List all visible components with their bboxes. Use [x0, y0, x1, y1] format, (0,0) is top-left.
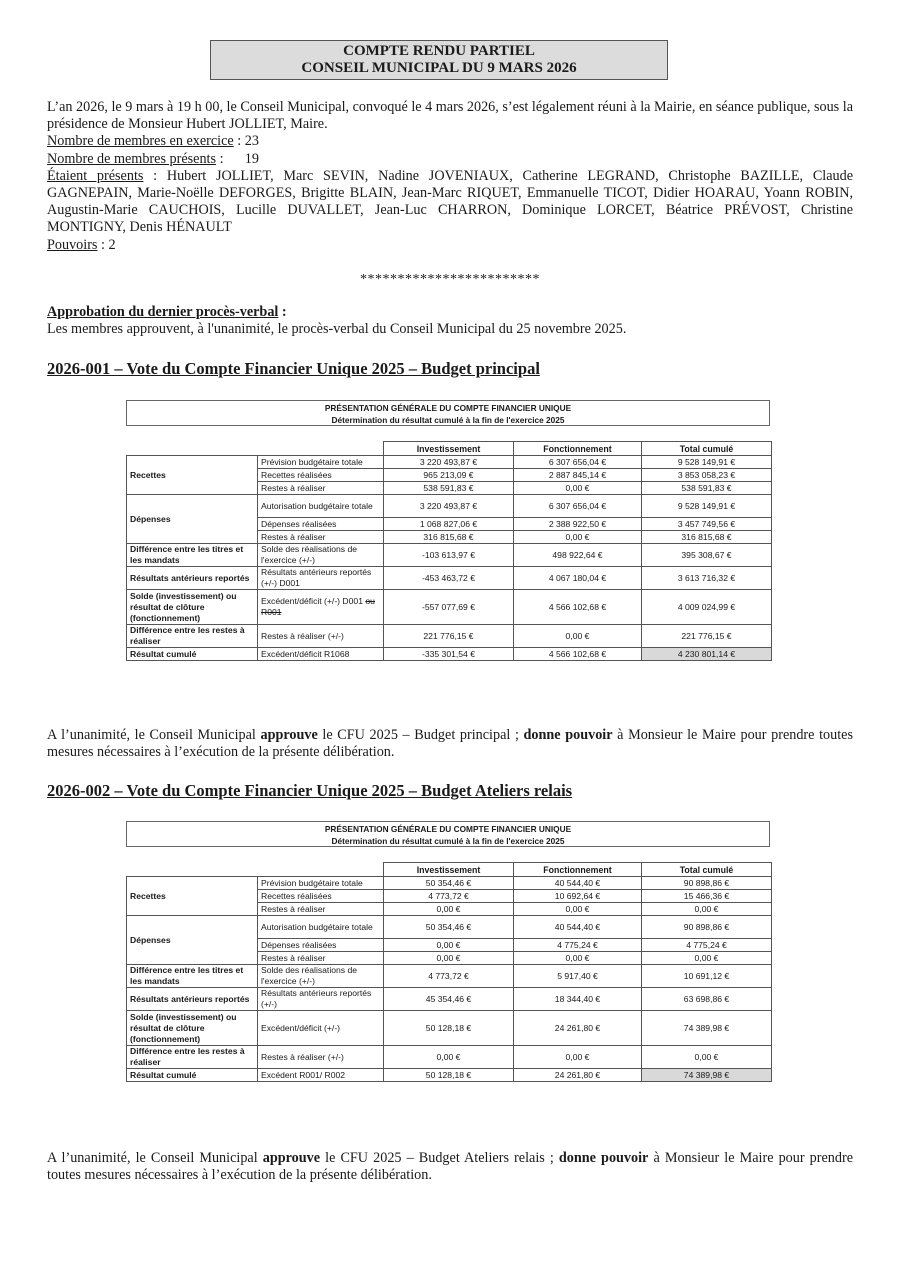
- separator: ************************: [360, 272, 540, 287]
- attendees-list: : Hubert JOLLIET, Marc SEVIN, Nadine JOVENIAUX, Catherine LEGRAND, Christophe BAZILLE, Claude GAGNEPAIN, Marie-Noëlle DEFORGES, Brigitte BLAIN, Jean-Marc RIQUET, Emmanuelle TICOT, Didier HOARAU, Yoann ROBIN, Augustin-Marie CAUCHOIS, Lucille DUVALLET, Jean-Luc CHARRON, Dominique LORCET, Béatrice PRÉVOST, Christine MONTIGNY, Denis HÉNAULT: [47, 167, 854, 236]
- value-cell: 0,00 €: [384, 939, 514, 952]
- value-cell: 316 815,68 €: [642, 531, 772, 544]
- value-cell: 0,00 €: [514, 625, 642, 648]
- table-header-row: [127, 863, 772, 877]
- value-cell: 24 261,80 €: [514, 1011, 642, 1046]
- value-cell: 18 344,40 €: [514, 988, 642, 1011]
- decision-approve: approuve: [260, 727, 318, 743]
- table-row: [127, 916, 772, 939]
- row-group-label: Résultats antérieurs reportés: [127, 567, 258, 590]
- row-label-text: Restes à réaliser (+/-): [261, 630, 344, 641]
- title-line-1: COMPTE RENDU PARTIEL: [343, 43, 535, 59]
- value-cell: 0,00 €: [514, 903, 642, 916]
- row-label: [258, 939, 384, 952]
- row-label-text: Restes à réaliser (+/-): [261, 1051, 344, 1062]
- column-header: Total cumulé: [642, 442, 772, 456]
- row-label: [258, 890, 384, 903]
- value-cell: 0,00 €: [514, 1046, 642, 1069]
- value-cell: 9 528 149,91 €: [642, 495, 772, 518]
- value-cell: 0,00 €: [514, 482, 642, 495]
- value-cell: 4 775,24 €: [642, 939, 772, 952]
- present-value: : 19: [216, 150, 259, 167]
- deliberation-2-heading: 2026-002 – Vote du Compte Financier Unique 2025 – Budget Ateliers relais: [47, 781, 573, 800]
- row-label-text: Autorisation budgétaire totale: [261, 921, 373, 932]
- row-label: [258, 916, 384, 939]
- row-label-text: Recettes réalisées: [261, 890, 332, 901]
- blank-cell: [127, 863, 384, 877]
- deliberation-1-heading: 2026-001 – Vote du Compte Financier Unique 2025 – Budget principal: [47, 359, 540, 378]
- row-label: [258, 1011, 384, 1046]
- column-header: Fonctionnement: [514, 863, 642, 877]
- column-header: Investissement: [384, 442, 514, 456]
- value-cell: 24 261,80 €: [514, 1069, 642, 1082]
- value-cell: -557 077,69 €: [384, 590, 514, 625]
- column-header: Fonctionnement: [514, 442, 642, 456]
- row-label-text: Résultats antérieurs reportés (+/-) D001: [261, 567, 372, 588]
- title-line-2: CONSEIL MUNICIPAL DU 9 MARS 2026: [301, 60, 577, 76]
- value-cell: 63 698,86 €: [642, 988, 772, 1011]
- row-label: [258, 531, 384, 544]
- value-cell: 0,00 €: [384, 903, 514, 916]
- row-label: [258, 648, 384, 661]
- table-title: [126, 821, 770, 847]
- document-title-box: [210, 40, 668, 80]
- value-cell: 4 230 801,14 €: [642, 648, 772, 661]
- value-cell: -335 301,54 €: [384, 648, 514, 661]
- row-group-label: Solde (investissement) ou résultat de clôture (fonctionnement): [127, 590, 258, 625]
- row-label-text: Excédent/déficit R1068: [261, 648, 350, 659]
- value-cell: 4 773,72 €: [384, 965, 514, 988]
- value-cell: 316 815,68 €: [384, 531, 514, 544]
- decision-power: donne pouvoir: [558, 1150, 649, 1166]
- row-label: [258, 988, 384, 1011]
- proxies-value: : 2: [97, 236, 116, 253]
- table-title-line-1: PRÉSENTATION GÉNÉRALE DU COMPTE FINANCIER UNIQUE: [324, 824, 572, 834]
- value-cell: 4 067 180,04 €: [514, 567, 642, 590]
- row-label: [258, 567, 384, 590]
- value-cell: 0,00 €: [384, 952, 514, 965]
- table-row: [127, 1069, 772, 1082]
- value-cell: 221 776,15 €: [642, 625, 772, 648]
- deliberation-2-decision: [47, 1150, 853, 1184]
- row-group-label: Dépenses: [127, 916, 258, 965]
- value-cell: 2 388 922,50 €: [514, 518, 642, 531]
- row-label: [258, 482, 384, 495]
- value-cell: -103 613,97 €: [384, 544, 514, 567]
- deliberation-2-table: [126, 821, 772, 1082]
- column-header: Total cumulé: [642, 863, 772, 877]
- table-row: [127, 877, 772, 890]
- value-cell: 4 566 102,68 €: [514, 648, 642, 661]
- value-cell: 0,00 €: [642, 952, 772, 965]
- value-cell: 0,00 €: [642, 1046, 772, 1069]
- row-label: [258, 456, 384, 469]
- table-title: [126, 400, 770, 426]
- row-label-text: Excédent/déficit (+/-): [261, 1022, 341, 1033]
- row-label-text: Excédent/déficit (+/-) D001: [261, 596, 363, 606]
- financial-table: [126, 441, 772, 661]
- approval-block: [47, 304, 853, 338]
- table-row: [127, 590, 772, 625]
- decision-text: à Monsieur le Maire pour prendre toutes mesures nécessaires à l’exécution de la présente délibération.: [47, 1150, 853, 1184]
- value-cell: 6 307 656,04 €: [514, 456, 642, 469]
- table-row: [127, 1011, 772, 1046]
- row-label: [258, 544, 384, 567]
- row-label: [258, 1069, 384, 1082]
- value-cell: 6 307 656,04 €: [514, 495, 642, 518]
- table-title-line-1: PRÉSENTATION GÉNÉRALE DU COMPTE FINANCIER UNIQUE: [324, 403, 572, 413]
- row-label-text: Autorisation budgétaire totale: [261, 500, 373, 511]
- row-group-label: Résultat cumulé: [127, 1069, 258, 1082]
- members-label: Nombre de membres en exercice: [47, 133, 234, 150]
- value-cell: 538 591,83 €: [642, 482, 772, 495]
- row-label: [258, 518, 384, 531]
- row-label-text: Restes à réaliser: [261, 952, 326, 963]
- row-label-text: Solde des réalisations de l'exercice (+/-): [261, 544, 358, 565]
- row-group-label: Différence entre les titres et les mandats: [127, 965, 258, 988]
- value-cell: 9 528 149,91 €: [642, 456, 772, 469]
- table-row: [127, 495, 772, 518]
- row-label: [258, 590, 384, 625]
- row-label-text: Restes à réaliser: [261, 903, 326, 914]
- row-label: [258, 903, 384, 916]
- row-group-label: Dépenses: [127, 495, 258, 544]
- value-cell: -453 463,72 €: [384, 567, 514, 590]
- row-label: [258, 1046, 384, 1069]
- row-label: [258, 625, 384, 648]
- value-cell: 50 354,46 €: [384, 916, 514, 939]
- decision-text: à Monsieur le Maire pour prendre toutes mesures nécessaires à l’exécution de la présente délibération.: [47, 727, 853, 761]
- row-label-text: Dépenses réalisées: [261, 518, 337, 529]
- deliberation-1-table: [126, 400, 772, 661]
- value-cell: 0,00 €: [514, 952, 642, 965]
- decision-text: A l’unanimité, le Conseil Municipal: [47, 1150, 263, 1166]
- attendees: [47, 168, 853, 237]
- value-cell: 0,00 €: [384, 1046, 514, 1069]
- value-cell: 15 466,36 €: [642, 890, 772, 903]
- row-label-text: Recettes réalisées: [261, 469, 332, 480]
- value-cell: 74 389,98 €: [642, 1011, 772, 1046]
- value-cell: 498 922,64 €: [514, 544, 642, 567]
- value-cell: 395 308,67 €: [642, 544, 772, 567]
- approval-heading-suffix: :: [278, 304, 287, 320]
- decision-text: le CFU 2025 – Budget principal ;: [317, 727, 524, 743]
- row-group-label: Recettes: [127, 456, 258, 495]
- intro-block: [47, 99, 853, 254]
- table-row: [127, 648, 772, 661]
- value-cell: 3 457 749,56 €: [642, 518, 772, 531]
- table-title-line-2: Détermination du résultat cumulé à la fin de l'exercice 2025: [331, 415, 565, 425]
- members-in-office: [47, 133, 853, 150]
- table-row: [127, 456, 772, 469]
- row-group-label: Différence entre les titres et les mandats: [127, 544, 258, 567]
- value-cell: 2 887 845,14 €: [514, 469, 642, 482]
- row-group-label: Résultats antérieurs reportés: [127, 988, 258, 1011]
- value-cell: 45 354,46 €: [384, 988, 514, 1011]
- value-cell: 4 775,24 €: [514, 939, 642, 952]
- approval-heading: Approbation du dernier procès-verbal: [47, 304, 279, 320]
- row-group-label: Recettes: [127, 877, 258, 916]
- row-label: [258, 469, 384, 482]
- value-cell: 221 776,15 €: [384, 625, 514, 648]
- column-header: Investissement: [384, 863, 514, 877]
- table-header-row: [127, 442, 772, 456]
- row-label-struck: ou R001: [261, 596, 375, 617]
- value-cell: 50 354,46 €: [384, 877, 514, 890]
- intro-opening: L’an 2026, le 9 mars à 19 h 00, le Conseil Municipal, convoqué le 4 mars 2026, s’est légalement réuni à la Mairie, en séance publique, sous la présidence de Monsieur Hubert JOLLIET, Maire.: [47, 99, 853, 133]
- value-cell: 40 544,40 €: [514, 916, 642, 939]
- row-group-label: Solde (investissement) ou résultat de clôture (fonctionnement): [127, 1011, 258, 1046]
- value-cell: 10 691,12 €: [642, 965, 772, 988]
- proxies: [47, 237, 853, 254]
- row-label-text: Dépenses réalisées: [261, 939, 337, 950]
- table-row: [127, 567, 772, 590]
- blank-cell: [127, 442, 384, 456]
- row-label-text: Excédent R001/ R002: [261, 1069, 346, 1080]
- deliberation-1-decision: [47, 727, 853, 761]
- value-cell: 3 220 493,87 €: [384, 495, 514, 518]
- row-label-text: Restes à réaliser: [261, 482, 326, 493]
- row-label: [258, 965, 384, 988]
- value-cell: 50 128,18 €: [384, 1069, 514, 1082]
- members-value: : 23: [233, 133, 259, 150]
- decision-text: A l’unanimité, le Conseil Municipal: [47, 727, 261, 743]
- value-cell: 0,00 €: [514, 531, 642, 544]
- value-cell: 74 389,98 €: [642, 1069, 772, 1082]
- row-group-label: Différence entre les restes à réaliser: [127, 1046, 258, 1069]
- value-cell: 50 128,18 €: [384, 1011, 514, 1046]
- attendees-label: Étaient présents: [47, 167, 144, 184]
- decision-power: donne pouvoir: [523, 727, 613, 743]
- row-label-text: Prévision budgétaire totale: [261, 456, 363, 467]
- value-cell: 10 692,64 €: [514, 890, 642, 903]
- value-cell: 3 220 493,87 €: [384, 456, 514, 469]
- row-label: [258, 495, 384, 518]
- financial-table: [126, 862, 772, 1082]
- value-cell: 1 068 827,06 €: [384, 518, 514, 531]
- present-label: Nombre de membres présents: [47, 150, 217, 167]
- value-cell: 4 566 102,68 €: [514, 590, 642, 625]
- row-group-label: Résultat cumulé: [127, 648, 258, 661]
- row-label-text: Résultats antérieurs reportés (+/-): [261, 988, 372, 1009]
- value-cell: 40 544,40 €: [514, 877, 642, 890]
- row-label-text: Solde des réalisations de l'exercice (+/-): [261, 965, 358, 986]
- decision-text: le CFU 2025 – Budget Ateliers relais ;: [320, 1150, 559, 1166]
- table-row: [127, 988, 772, 1011]
- value-cell: 5 917,40 €: [514, 965, 642, 988]
- table-row: [127, 625, 772, 648]
- approval-text: Les membres approuvent, à l'unanimité, le procès-verbal du Conseil Municipal du 25 novembre 2025.: [47, 321, 627, 338]
- value-cell: 0,00 €: [642, 903, 772, 916]
- value-cell: 90 898,86 €: [642, 877, 772, 890]
- value-cell: 90 898,86 €: [642, 916, 772, 939]
- value-cell: 4 009 024,99 €: [642, 590, 772, 625]
- proxies-label: Pouvoirs: [47, 236, 98, 253]
- table-title-line-2: Détermination du résultat cumulé à la fin de l'exercice 2025: [331, 836, 565, 846]
- members-present: [47, 151, 853, 168]
- table-row: [127, 1046, 772, 1069]
- row-label-text: Prévision budgétaire totale: [261, 877, 363, 888]
- row-label: [258, 877, 384, 890]
- value-cell: 4 773,72 €: [384, 890, 514, 903]
- value-cell: 538 591,83 €: [384, 482, 514, 495]
- table-row: [127, 544, 772, 567]
- value-cell: 3 853 058,23 €: [642, 469, 772, 482]
- table-row: [127, 965, 772, 988]
- row-label: [258, 952, 384, 965]
- value-cell: 965 213,09 €: [384, 469, 514, 482]
- row-label-text: Restes à réaliser: [261, 531, 326, 542]
- row-group-label: Différence entre les restes à réaliser: [127, 625, 258, 648]
- value-cell: 3 613 716,32 €: [642, 567, 772, 590]
- decision-approve: approuve: [262, 1150, 321, 1166]
